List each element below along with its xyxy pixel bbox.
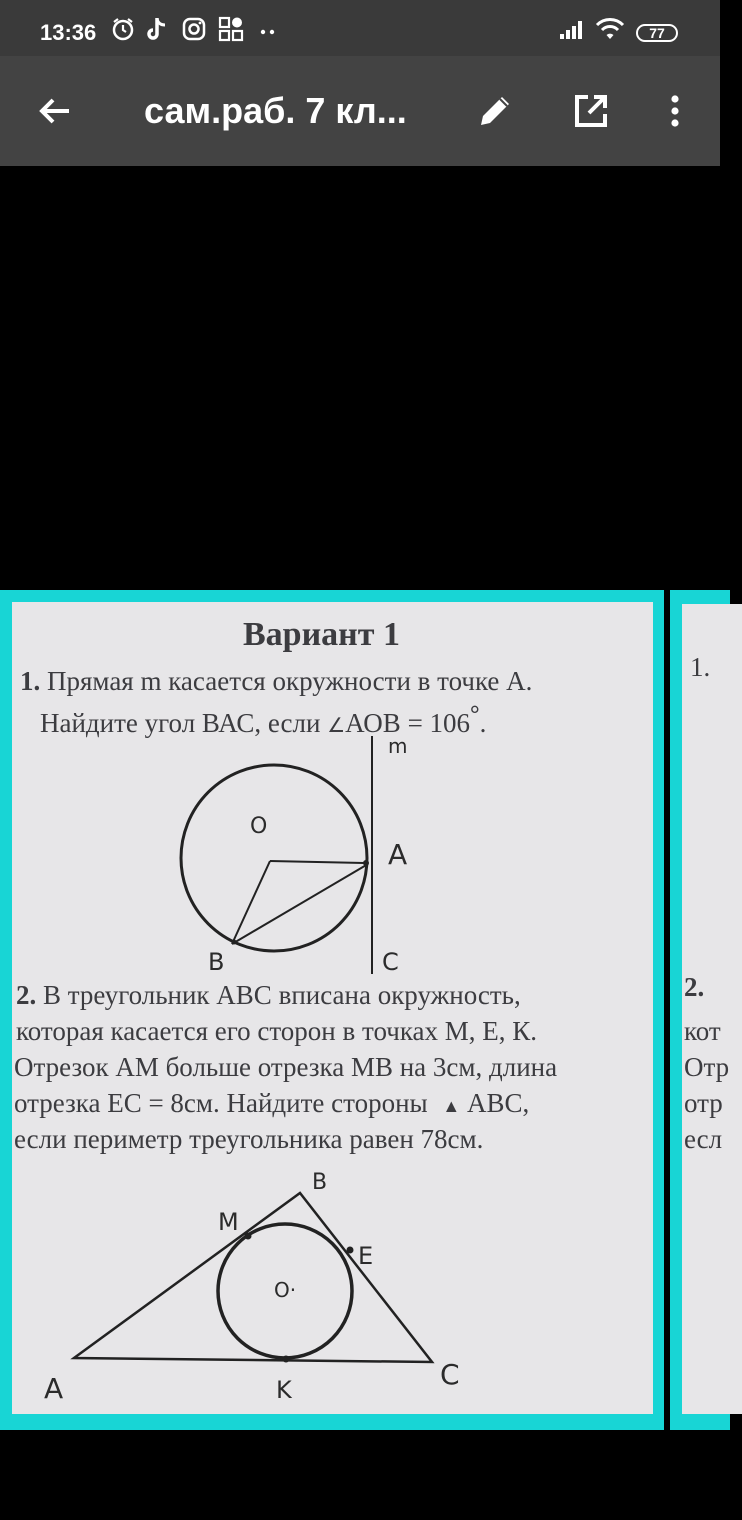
battery-indicator: 77 [636,24,678,42]
task2-number: 2. [16,980,37,1010]
label-tri-E: E [358,1242,374,1270]
wifi-icon [594,16,626,42]
next-page-photo [682,604,742,1414]
label-m: m [388,734,408,758]
back-button[interactable] [26,82,84,140]
next-page-l2: Отр [684,1052,730,1082]
label-tri-K: K [276,1376,292,1404]
image-viewer[interactable] [0,166,730,1520]
label-tri-A: A [44,1372,64,1405]
triangle-symbol: ▲ [442,1096,461,1116]
variant-heading: Вариант 1 [243,616,400,653]
task2-line2: которая касается его сторон в точках М, Е, К. [16,1016,538,1046]
label-tri-B: B [312,1170,328,1195]
angle-symbol: ∠ [327,715,346,737]
label-tri-O: O· [274,1278,297,1302]
next-page-preview[interactable] [670,590,730,1430]
status-time: 13:36 [40,20,97,45]
alarm-icon [110,16,136,42]
next-page-l3: отр [684,1088,723,1118]
task1-number: 1. [20,666,41,696]
next-page-l1: кот [684,1016,721,1046]
label-A: A [388,838,408,871]
label-tri-M: M [218,1208,239,1236]
edit-button[interactable] [466,82,524,140]
task2-text-line4: отрезка ЕС = 8см. Найдите стороны [14,1088,428,1118]
task2-line3: Отрезок АМ больше отрезка МВ на 3см, длина [14,1052,558,1082]
open-external-icon [571,91,611,131]
figure2-inscribed-circle [12,602,653,1414]
next-page-l4: есл [684,1124,723,1154]
back-arrow-icon [35,91,75,131]
task1-period: . [479,708,487,738]
app-toolbar [0,56,720,166]
task1-text-line2: Найдите угол ВАС, если [40,708,321,738]
edit-pencil-icon [475,91,515,131]
task1-angle-expression: АОВ = 106 [345,708,471,738]
document-title: сам.раб. 7 кл... [144,90,407,131]
current-page[interactable] [0,590,664,1430]
label-tri-C: C [440,1358,460,1391]
instagram-icon [182,16,206,42]
task2-line5: если периметр треугольника равен 78см. [14,1124,484,1154]
label-C: C [382,948,399,976]
task2-triangle-name: АВС, [467,1088,530,1118]
next-page-n2: 2. [684,972,705,1002]
more-options-button[interactable] [646,82,704,140]
task2-text-line1: В треугольник АВС вписана окружность, [43,980,521,1010]
degree-sign: ° [470,702,480,728]
open-external-button[interactable] [562,82,620,140]
signal-icon [558,16,588,42]
tiktok-icon [146,16,168,42]
more-vert-icon [665,91,685,131]
status-bar [0,0,720,56]
worksheet-photo [12,602,653,1414]
label-B: B [208,948,225,976]
task1-text-line1: Прямая m касается окружности в точке А. [47,666,533,696]
more-dots-icon [258,16,278,42]
label-O: O [250,814,268,839]
next-page-n1: 1. [690,652,711,682]
apps-icon [218,16,244,42]
